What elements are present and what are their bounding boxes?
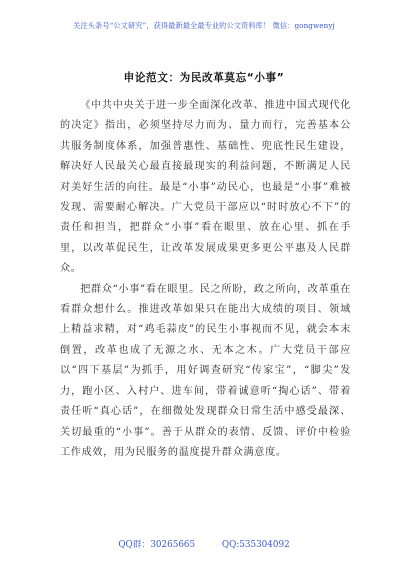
footer-qq-number: QQ:535304092 [221, 540, 290, 550]
paragraph-2: 把群众“小事”看在眼里。民之所盼，政之所向，改革重在看群众想什么。推进改革如果只在能出大成绩的项目、领域上精益求精，对“鸡毛蒜皮”的民生小事视而不见，就会本末倒置，改革也成了无源之水、无本之木。广大党员干部应以“四下基层”为抓手，用好调查研究“传家宝”，“脚尖”发力，跑小区、入村户、进车间，带着诚意听“掏心话”、带着责任听“真心话”，在细微处发现群众日常生活中感受最深、关切最重的“小事”。善于从群众的表情、反馈、评价中检验工作成效，用为民服务的温度提升群众满意度。 [60, 283, 351, 458]
paragraph-1: 《中共中央关于进一步全面深化改革、推进中国式现代化的决定》指出，必须坚持尽力而为、量力而行，完善基本公共服务制度体系，加强普惠性、基础性、兜底性民生建设，解决好人民最关心最直接最现实的利益问题，不断满足人民对美好生活的向往。最是“小事”动民心，也最是“小事”难被发现、需要耐心解决。广大党员干部应以“时时放心不下”的责任和担当，把群众“小事”看在眼里、放在心里、抓在手里，以改革促民生，让改革发展成果更多更公平惠及人民群众。 [60, 100, 351, 275]
footer-qq-group: QQ群：30265665 [118, 540, 196, 550]
footer-contact [0, 537, 408, 550]
document-title: 申论范文：为民改革莫忘“小事” [123, 72, 285, 84]
document-body [60, 96, 351, 463]
header-notice: 关注头条号“公文研究”，获得最新最全最专业的公文资料库！ 微信：gongwenyj [73, 21, 335, 30]
